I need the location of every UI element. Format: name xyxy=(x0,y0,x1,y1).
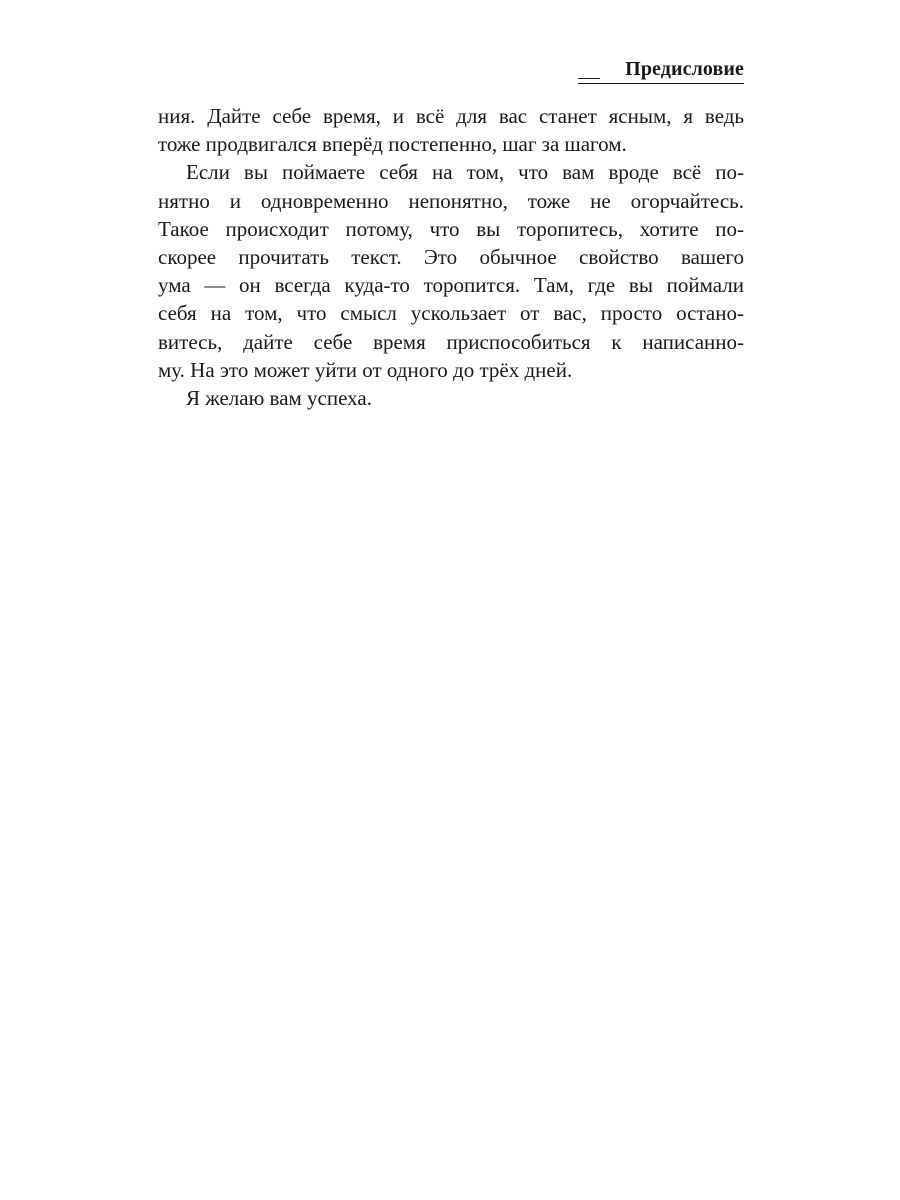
text-line: Такое происходит потому, что вы торопитесь, хотите по- xyxy=(158,216,744,241)
text-line: ума — он всегда куда-то торопится. Там, где вы поймали xyxy=(158,273,744,298)
paragraph-continued xyxy=(158,102,744,158)
text-line: Если вы поймаете себя на том, что вам вроде всё по- xyxy=(186,160,744,185)
text-line: себя на том, что смысл ускользает от вас, просто остано- xyxy=(158,301,744,326)
running-head-title: Предисловие xyxy=(625,58,744,80)
text-line: Я желаю вам успеха. xyxy=(186,385,372,410)
text-line: витесь, дайте себе время приспособиться к написанно- xyxy=(158,329,744,354)
running-head-rule xyxy=(578,78,600,79)
text-line: скорее прочитать текст. Это обычное свойство вашего xyxy=(158,244,744,269)
text-line: тоже продвигался вперёд постепенно, шаг за шагом. xyxy=(158,132,627,157)
text-line: му. На это может уйти от одного до трёх дней. xyxy=(158,357,573,382)
body-text xyxy=(158,102,744,412)
text-line: нятно и одновременно непонятно, тоже не огорчайтесь. xyxy=(158,188,744,213)
paragraph-closing xyxy=(158,384,744,412)
paragraph xyxy=(158,158,744,384)
running-head-underline xyxy=(578,83,744,84)
running-head xyxy=(578,54,744,84)
text-line: ния. Дайте себе время, и всё для вас станет ясным, я ведь xyxy=(158,104,744,128)
